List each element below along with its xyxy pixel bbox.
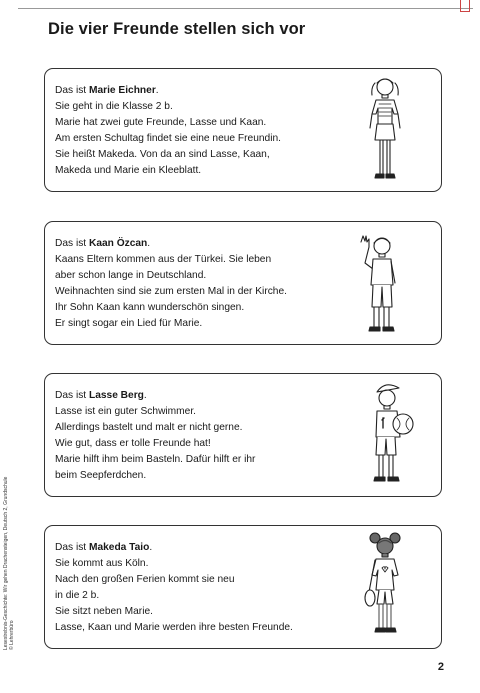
intro-line bbox=[55, 236, 331, 252]
text-line: Lasse, Kaan und Marie werden ihre besten Freunde. bbox=[55, 621, 293, 633]
card-text bbox=[55, 388, 331, 483]
top-rule bbox=[18, 8, 473, 9]
boy-with-cap-and-ball-illustration bbox=[367, 380, 417, 494]
text-line: Lasse ist ein guter Schwimmer. bbox=[55, 405, 196, 417]
intro-line bbox=[55, 83, 331, 99]
text-line: Allerdings bastelt und malt er nicht gerne. bbox=[55, 421, 243, 433]
card-lasse bbox=[44, 373, 442, 497]
card-kaan bbox=[44, 221, 442, 345]
friend-name: Makeda Taio bbox=[88, 542, 150, 553]
text-line: Ihr Sohn Kaan kann wunderschön singen. bbox=[55, 301, 245, 313]
copyright-side-note bbox=[3, 477, 15, 650]
side-note-line: Lesestrebnis-Geschichte: Wir gehen Drachensteigen, Deutsch 2, Grundschule bbox=[3, 476, 9, 650]
name-suffix: . bbox=[155, 85, 159, 96]
text-line: Wie gut, dass er tolle Freunde hat! bbox=[55, 437, 211, 449]
text-line: Kaans Eltern kommen aus der Türkei. Sie leben bbox=[55, 253, 272, 265]
waving-boy-illustration bbox=[355, 228, 405, 340]
text-line: Makeda und Marie ein Kleeblatt. bbox=[55, 164, 202, 176]
girl-with-buns-and-bag-illustration bbox=[361, 530, 411, 646]
text-line: beim Seepferdchen. bbox=[55, 469, 147, 481]
intro-text: Das ist bbox=[55, 390, 89, 401]
card-text bbox=[55, 236, 331, 331]
name-suffix: . bbox=[147, 238, 151, 249]
text-line: Sie kommt aus Köln. bbox=[55, 557, 149, 569]
text-line: Marie hilft ihm beim Basteln. Dafür hilft er ihr bbox=[55, 453, 256, 465]
intro-line bbox=[55, 388, 331, 404]
text-line: aber schon lange in Deutschland. bbox=[55, 269, 207, 281]
name-suffix: . bbox=[143, 390, 147, 401]
friend-name: Marie Eichner bbox=[88, 85, 156, 96]
intro-text: Das ist bbox=[55, 542, 89, 553]
card-marie bbox=[44, 68, 442, 192]
friend-name: Kaan Özcan bbox=[88, 238, 148, 249]
text-line: Er singt sogar ein Lied für Marie. bbox=[55, 317, 203, 329]
corner-mark bbox=[460, 0, 470, 12]
text-line: Sie geht in die Klasse 2 b. bbox=[55, 100, 173, 112]
girl-with-pigtails-illustration bbox=[363, 73, 407, 187]
text-line: Marie hat zwei gute Freunde, Lasse und Kaan. bbox=[55, 116, 267, 128]
card-text bbox=[55, 83, 331, 178]
text-line: Weihnachten sind sie zum ersten Mal in der Kirche. bbox=[55, 285, 287, 297]
side-note-line: © Lehrerbüro bbox=[9, 620, 15, 650]
text-line: Sie sitzt neben Marie. bbox=[55, 605, 153, 617]
name-suffix: . bbox=[149, 542, 153, 553]
text-line: Am ersten Schultag findet sie eine neue Freundin. bbox=[55, 132, 281, 144]
intro-text: Das ist bbox=[55, 238, 89, 249]
text-line: Nach den großen Ferien kommt sie neu bbox=[55, 573, 235, 585]
intro-line bbox=[55, 540, 331, 556]
card-text bbox=[55, 540, 331, 635]
card-makeda bbox=[44, 525, 442, 649]
page-number: 2 bbox=[437, 661, 444, 673]
page-title: Die vier Freunde stellen sich vor bbox=[48, 20, 306, 38]
friend-name: Lasse Berg bbox=[88, 390, 144, 401]
intro-text: Das ist bbox=[55, 85, 89, 96]
text-line: Sie heißt Makeda. Von da an sind Lasse, Kaan, bbox=[55, 148, 270, 160]
text-line: in die 2 b. bbox=[55, 589, 100, 601]
